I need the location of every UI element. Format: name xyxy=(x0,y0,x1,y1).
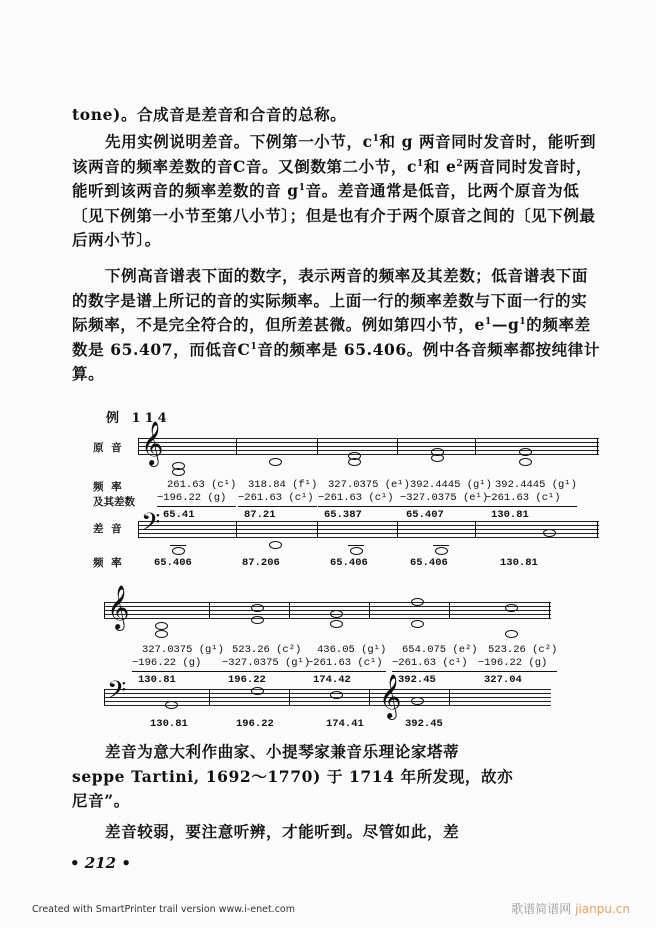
text: 音的频率是 65.406。例中各音频率都按纯律计算。 xyxy=(72,339,600,383)
whole-note xyxy=(411,620,424,628)
calc-measure-6: 327.0375 (g¹) −196.22 (g) 130.81 xyxy=(132,644,224,686)
superscript: 1 xyxy=(298,182,306,193)
calc-measure-9: 654.075 (e²) −261.63 (c¹) 392.45 xyxy=(392,644,478,686)
whole-note xyxy=(519,448,532,456)
freq-measure-1: 65.406 xyxy=(154,557,192,569)
whole-note xyxy=(435,547,448,555)
whole-note xyxy=(411,598,424,606)
label-difference-tone: 差 音 xyxy=(93,523,124,535)
text: 音。差音通常是低音，比两个原音为低〔见下例第一小节至第八小节〕；但是也有介于两个原音之间的〔见下例最后两小节〕。 xyxy=(72,181,596,249)
watermark-cn: 歌谱简谱网 xyxy=(511,902,572,916)
text-line: 差音为意大利作曲家、小提琴家兼音乐理论家塔蒂 xyxy=(105,742,460,761)
freq-measure-2: 87.206 xyxy=(242,557,280,569)
treble-clef-icon: 𝄞 xyxy=(141,421,164,465)
freq-measure-4: 65.406 xyxy=(410,557,448,569)
calc-measure-2: 318.84 (f¹) −261.63 (c¹) 87.21 xyxy=(238,479,318,521)
treble-staff-system-1 xyxy=(138,421,599,465)
treble-clef-icon: 𝄞 xyxy=(107,585,130,629)
paragraph-1 xyxy=(72,103,602,128)
freq-measure-3: 65.406 xyxy=(330,557,368,569)
text-line: seppe Tartini, 1692～1770) 于 1714 年所发现，故亦 xyxy=(72,766,514,786)
superscript: 2 xyxy=(456,158,464,169)
label-original-tone: 原 音 xyxy=(93,442,124,454)
label-and-difference: 及其差数 xyxy=(93,496,135,508)
whole-note xyxy=(543,529,556,537)
whole-note xyxy=(155,630,168,638)
calc-measure-7: 523.26 (c²) −327.0375 (g¹) 196.22 xyxy=(222,644,311,686)
calc-measure-8: 436.05 (g¹) −261.63 (c¹) 174.42 xyxy=(307,644,387,686)
whole-note xyxy=(330,610,343,618)
text-line: 差音较弱，要注意听辨，才能听到。尽管如此，差 xyxy=(105,821,460,841)
calc-measure-10: 523.26 (c²) −196.22 (g) 327.04 xyxy=(478,644,558,686)
whole-note xyxy=(505,630,518,638)
whole-note xyxy=(348,458,361,466)
superscript: 1 xyxy=(372,133,380,144)
text: 两音同时发音时，能听到该两音的频率差数的音 g xyxy=(72,156,593,200)
freq-measure-8: 174.41 xyxy=(326,718,364,730)
whole-note xyxy=(269,541,282,549)
whole-note xyxy=(330,691,343,699)
calc-measure-4: 392.4445 (g¹) −327.0375 (e¹) 65.407 xyxy=(400,479,492,521)
whole-note xyxy=(431,454,444,462)
whole-note xyxy=(251,616,264,624)
bass-clef-icon: 𝄢 xyxy=(141,508,161,543)
text: 先用实例说明差音。下例第一小节，c xyxy=(105,132,373,151)
paragraph-2 xyxy=(72,130,602,253)
example-title: 例 114 xyxy=(106,411,171,426)
text: 和 g 两音同时发音时，能听到该两音的频率差数的音C音。又倒数第二小节，c xyxy=(72,132,597,176)
whole-note xyxy=(155,622,168,630)
calc-measure-5: 392.4445 (g¹) −261.63 (c¹) 130.81 xyxy=(485,479,577,521)
freq-measure-6: 130.81 xyxy=(150,718,188,730)
watermark-en: jianpu.cn xyxy=(575,902,630,916)
paragraph-4 xyxy=(72,740,602,844)
whole-note xyxy=(165,701,178,709)
whole-note xyxy=(330,620,343,628)
calc-measure-1: 261.63 (c¹) −196.22 (g) 65.41 xyxy=(157,479,237,521)
freq-measure-7: 196.22 xyxy=(236,718,274,730)
bass-clef-icon: 𝄢 xyxy=(107,676,127,711)
text: 和 e xyxy=(423,156,457,176)
freq-measure-9: 392.45 xyxy=(405,718,443,730)
text: 的频率差数是 65.407，而低音C xyxy=(72,315,591,359)
text-line: tone)。合成音是差音和合音的总称。 xyxy=(72,105,347,124)
whole-note xyxy=(172,468,185,476)
bass-staff-system-2 xyxy=(104,674,551,718)
whole-note xyxy=(269,458,282,466)
whole-note xyxy=(350,547,363,555)
text: 下例高音谱表下面的数字，表示两音的频率及其差数；低音谱表下面的数字是谱上所记的音的实际频率。上面一行的频率差数与下面一行的实际频率，不是完全符合的，但所差甚微。例如第四小节，e xyxy=(72,266,589,334)
text: —g xyxy=(491,315,520,334)
label-frequency: 频 率 xyxy=(93,481,124,493)
whole-note xyxy=(505,604,518,612)
superscript: 1 xyxy=(484,316,492,327)
whole-note xyxy=(519,458,532,466)
calc-measure-3: 327.0375 (e¹) −261.63 (c¹) 65.387 xyxy=(318,479,410,521)
page-number: • 212 • xyxy=(70,854,131,872)
text-line: 尼音”。 xyxy=(72,791,130,810)
watermark xyxy=(511,900,630,917)
superscript: 1 xyxy=(250,341,258,352)
whole-note xyxy=(411,697,424,705)
bass-staff-system-1 xyxy=(138,508,599,543)
whole-note xyxy=(172,547,185,555)
superscript: 1 xyxy=(416,158,424,169)
paragraph-3 xyxy=(72,264,602,387)
treble-staff-system-2 xyxy=(104,585,551,629)
treble-clef-change-icon: 𝄞 xyxy=(379,674,402,718)
superscript: 1 xyxy=(519,316,527,327)
label-frequency-bottom: 频 率 xyxy=(93,557,124,569)
whole-note xyxy=(251,604,264,612)
footer-credit: Created with SmartPrinter trail version www.i-enet.com xyxy=(32,904,295,915)
whole-note xyxy=(251,687,264,695)
freq-measure-5: 130.81 xyxy=(500,557,538,569)
